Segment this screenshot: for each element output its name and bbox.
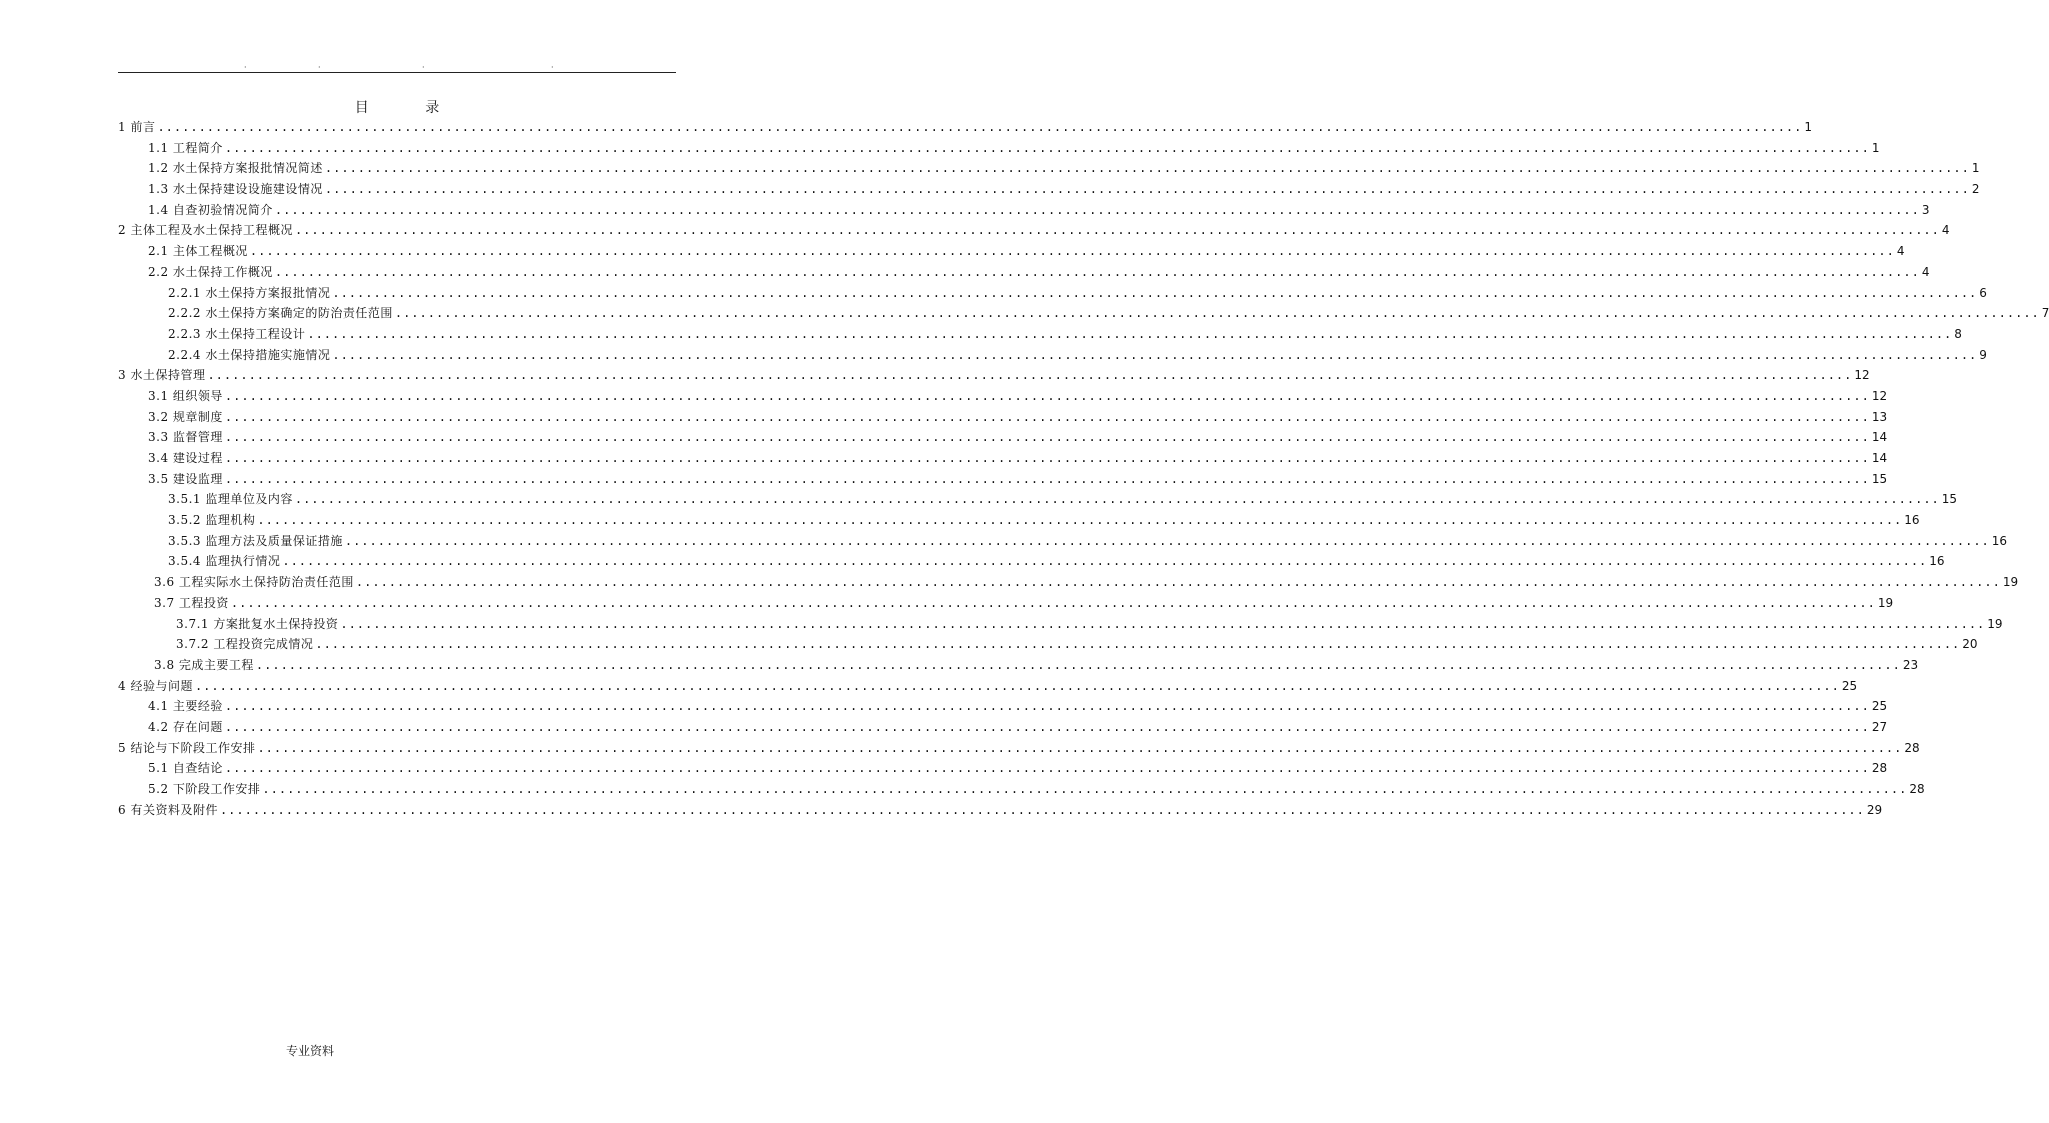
toc-entry-title: 3.5.1 监理单位及内容: [168, 492, 293, 507]
dot-leader: ........................................................................................................................................................................................................: [207, 368, 1853, 383]
toc-entry-title: 1.3 水土保持建设设施建设情况: [148, 182, 323, 197]
page-footer: 专业资料: [286, 1044, 335, 1058]
toc-entry-page: 2: [1971, 182, 1980, 197]
toc-entry-title: 3.5 建设监理: [148, 471, 223, 486]
dot-leader: ........................................................................................................................................................................................................: [224, 719, 1870, 734]
header-dot: ·: [551, 63, 554, 72]
toc-entry-page: 16: [1929, 554, 1945, 569]
toc-entry-page: 4: [1921, 264, 1930, 279]
toc-entry-page: 8: [1954, 326, 1962, 341]
toc-entry[interactable]: [118, 551, 1945, 572]
toc-entry-title: 1 前言: [118, 120, 156, 134]
toc-entry[interactable]: [118, 262, 1930, 283]
toc-entry-title: 3.1 组织领导: [148, 388, 223, 403]
dot-leader: ........................................................................................................................................................................................................: [394, 306, 2040, 321]
toc-entry[interactable]: [118, 758, 1888, 779]
toc-entry[interactable]: [118, 283, 1987, 304]
toc-entry[interactable]: [118, 717, 1888, 738]
toc-entry[interactable]: [118, 572, 2019, 593]
toc-entry-title: 1.2 水土保持方案报批情况简述: [148, 161, 323, 176]
dot-leader: ........................................................................................................................................................................................................: [257, 513, 1903, 528]
toc-entry[interactable]: [118, 634, 1978, 655]
toc-entry-page: 15: [1941, 492, 1958, 507]
toc-entry-page: 15: [1871, 471, 1888, 486]
toc-entry-title: 3.5.4 监理执行情况: [168, 554, 281, 569]
dot-leader: ........................................................................................................................................................................................................: [307, 326, 1953, 341]
toc-entry[interactable]: [118, 531, 2008, 552]
table-of-contents: [118, 117, 2049, 820]
dot-leader: ........................................................................................................................................................................................................: [249, 244, 1895, 259]
toc-entry-page: 16: [1904, 513, 1920, 528]
toc-entry-title: 2.2 水土保持工作概况: [148, 264, 273, 279]
toc-entry[interactable]: [118, 779, 1925, 800]
dot-leader: ........................................................................................................................................................................................................: [224, 430, 1870, 445]
toc-entry-title: 3.5.3 监理方法及质量保证措施: [168, 533, 343, 548]
dot-leader: ........................................................................................................................................................................................................: [224, 699, 1870, 714]
toc-entry[interactable]: [118, 345, 1987, 366]
toc-entry-title: 2.2.1 水土保持方案报批情况: [168, 285, 331, 300]
dot-leader: ........................................................................................................................................................................................................: [315, 637, 1961, 652]
toc-entry-title: 3.5.2 监理机构: [168, 513, 256, 528]
dot-leader: ........................................................................................................................................................................................................: [262, 782, 1908, 796]
toc-entry[interactable]: [118, 427, 1888, 448]
toc-entry[interactable]: [118, 324, 1962, 345]
dot-leader: ........................................................................................................................................................................................................: [224, 409, 1870, 424]
toc-entry-page: 23: [1902, 657, 1919, 672]
toc-entry-page: 27: [1871, 719, 1888, 734]
toc-entry-title: 3.4 建设过程: [148, 451, 223, 465]
toc-entry-page: 29: [1866, 802, 1883, 817]
toc-entry-page: 13: [1871, 409, 1888, 424]
dot-leader: ........................................................................................................................................................................................................: [332, 285, 1978, 300]
toc-entry[interactable]: [118, 448, 1888, 469]
toc-entry[interactable]: [118, 386, 1888, 407]
dot-leader: ........................................................................................................................................................................................................: [324, 182, 1970, 197]
dot-leader: ........................................................................................................................................................................................................: [224, 471, 1870, 486]
toc-entry-page: 28: [1871, 761, 1888, 776]
toc-entry-title: 3 水土保持管理: [118, 368, 206, 383]
header-dot: ·: [318, 63, 321, 72]
toc-entry[interactable]: [118, 241, 1905, 262]
dot-leader: ........................................................................................................................................................................................................: [340, 616, 1986, 631]
dot-leader: ........................................................................................................................................................................................................: [294, 223, 1940, 238]
dot-leader: ........................................................................................................................................................................................................: [230, 595, 1876, 610]
toc-entry-page: 28: [1909, 782, 1925, 796]
dot-leader: ........................................................................................................................................................................................................: [294, 492, 1940, 507]
toc-entry-title: 3.7.2 工程投资完成情况: [176, 637, 314, 652]
dot-leader: ........................................................................................................................................................................................................: [324, 161, 1970, 176]
toc-entry-page: 3: [1921, 202, 1930, 217]
toc-entry-title: 1.4 自查初验情况简介: [148, 202, 273, 217]
toc-entry[interactable]: [118, 117, 1813, 138]
toc-entry-title: 2.2.2 水土保持方案确定的防治责任范围: [168, 306, 393, 321]
toc-entry-title: 5.2 下阶段工作安排: [148, 782, 261, 796]
toc-entry[interactable]: [118, 696, 1888, 717]
dot-leader: ........................................................................................................................................................................................................: [194, 678, 1840, 693]
toc-entry[interactable]: [118, 593, 1894, 614]
toc-entry[interactable]: [118, 655, 1919, 676]
toc-entry-title: 3.2 规章制度: [148, 409, 223, 424]
dot-leader: ........................................................................................................................................................................................................: [355, 575, 2001, 590]
toc-entry-title: 3.7.1 方案批复水土保持投资: [176, 616, 339, 631]
header-rule: [118, 72, 676, 73]
toc-entry-page: 25: [1841, 678, 1858, 693]
toc-title: 目 录: [354, 100, 466, 116]
toc-entry-page: 9: [1979, 347, 1987, 362]
toc-entry-page: 19: [1987, 616, 2003, 631]
dot-leader: ........................................................................................................................................................................................................: [219, 802, 1865, 817]
dot-leader: ........................................................................................................................................................................................................: [224, 761, 1870, 776]
toc-entry-page: 12: [1854, 368, 1870, 383]
toc-entry-title: 5.1 自查结论: [148, 761, 223, 776]
toc-entry-page: 19: [1877, 595, 1894, 610]
toc-entry-title: 1.1 工程简介: [148, 140, 223, 155]
toc-entry[interactable]: [118, 303, 2049, 324]
dot-leader: ........................................................................................................................................................................................................: [157, 120, 1803, 134]
toc-entry[interactable]: [118, 158, 1980, 179]
toc-entry-title: 2.2.3 水土保持工程设计: [168, 326, 306, 341]
dot-leader: ........................................................................................................................................................................................................: [224, 140, 1870, 155]
header-dot: ·: [244, 63, 247, 72]
toc-entry-page: 1: [1971, 161, 1980, 176]
toc-entry[interactable]: [118, 138, 1880, 159]
toc-entry[interactable]: [118, 510, 1920, 531]
header-dot: ·: [422, 63, 425, 72]
toc-entry-title: 3.3 监督管理: [148, 430, 223, 445]
toc-entry-title: 3.7 工程投资: [154, 595, 229, 610]
dot-leader: ........................................................................................................................................................................................................: [255, 657, 1901, 672]
toc-entry[interactable]: [118, 469, 1888, 490]
dot-leader: ........................................................................................................................................................................................................: [224, 451, 1870, 465]
toc-entry-title: 6 有关资料及附件: [118, 802, 218, 817]
toc-entry-page: 19: [2002, 575, 2019, 590]
toc-entry-page: 16: [1991, 533, 2008, 548]
toc-entry[interactable]: [118, 738, 1920, 759]
dot-leader: ........................................................................................................................................................................................................: [224, 388, 1870, 403]
toc-entry-page: 1: [1871, 140, 1880, 155]
dot-leader: ........................................................................................................................................................................................................: [282, 554, 1928, 569]
toc-entry-page: 28: [1904, 740, 1920, 755]
toc-entry-title: 3.6 工程实际水土保持防治责任范围: [154, 575, 354, 590]
toc-entry-title: 3.8 完成主要工程: [154, 657, 254, 672]
toc-entry-title: 5 结论与下阶段工作安排: [118, 740, 256, 755]
toc-entry-page: 4: [1896, 244, 1905, 259]
toc-entry[interactable]: [118, 365, 1870, 386]
toc-entry[interactable]: [118, 614, 2003, 635]
dot-leader: ........................................................................................................................................................................................................: [257, 740, 1903, 755]
toc-entry-page: 20: [1962, 637, 1978, 652]
toc-entry-page: 1: [1804, 120, 1813, 134]
toc-entry[interactable]: [118, 800, 1883, 821]
toc-entry-page: 6: [1979, 285, 1987, 300]
toc-entry-page: 7: [2041, 306, 2049, 321]
toc-entry-title: 2 主体工程及水土保持工程概况: [118, 223, 293, 238]
dot-leader: ........................................................................................................................................................................................................: [332, 347, 1978, 362]
dot-leader: ........................................................................................................................................................................................................: [274, 202, 1920, 217]
toc-entry-title: 4.2 存在问题: [148, 719, 223, 734]
toc-entry-page: 25: [1871, 699, 1888, 714]
toc-entry[interactable]: [118, 407, 1888, 428]
toc-entry-page: 14: [1871, 451, 1888, 465]
toc-entry-page: 4: [1941, 223, 1950, 238]
toc-entry[interactable]: [118, 179, 1980, 200]
dot-leader: ........................................................................................................................................................................................................: [344, 533, 1990, 548]
dot-leader: ........................................................................................................................................................................................................: [274, 264, 1920, 279]
toc-entry-title: 2.2.4 水土保持措施实施情况: [168, 347, 331, 362]
toc-entry-title: 2.1 主体工程概况: [148, 244, 248, 259]
toc-entry[interactable]: [118, 200, 1930, 221]
toc-entry-title: 4 经验与问题: [118, 678, 193, 693]
toc-entry-page: 14: [1871, 430, 1888, 445]
toc-entry-page: 12: [1871, 388, 1888, 403]
toc-entry[interactable]: [118, 676, 1858, 697]
toc-entry[interactable]: [118, 489, 1958, 510]
toc-entry[interactable]: [118, 220, 1950, 241]
toc-entry-title: 4.1 主要经验: [148, 699, 223, 714]
